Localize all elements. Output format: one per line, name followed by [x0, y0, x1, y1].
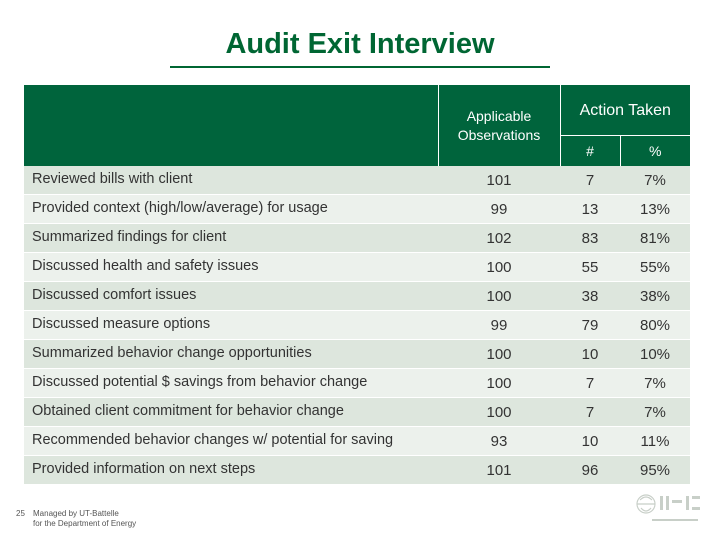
header-count: # [560, 136, 620, 167]
row-percent: 80% [620, 311, 690, 340]
table-row [24, 340, 690, 369]
table-row [24, 224, 690, 253]
footer-line-2: for the Department of Energy [33, 519, 137, 528]
row-percent: 7% [620, 369, 690, 398]
table-row [24, 311, 690, 340]
row-label: Obtained client commitment for behavior change [24, 398, 438, 427]
row-count: 10 [560, 427, 620, 456]
row-count: 7 [560, 398, 620, 427]
header-applicable-observations: Applicable Observations [438, 85, 560, 166]
row-label: Reviewed bills with client [24, 166, 438, 195]
row-count: 7 [560, 166, 620, 195]
title-underline [170, 66, 550, 68]
table-row [24, 253, 690, 282]
header-blank-cell [24, 85, 438, 166]
row-applicable: 101 [438, 166, 560, 195]
row-percent: 7% [620, 166, 690, 195]
table-row [24, 195, 690, 224]
row-applicable: 99 [438, 311, 560, 340]
row-applicable: 100 [438, 340, 560, 369]
row-label: Recommended behavior changes w/ potential for saving [24, 427, 438, 456]
table-row [24, 369, 690, 398]
page-title: Audit Exit Interview [225, 28, 495, 60]
row-label: Discussed potential $ savings from behavior change [24, 369, 438, 398]
row-count: 38 [560, 282, 620, 311]
row-percent: 55% [620, 253, 690, 282]
row-count: 55 [560, 253, 620, 282]
row-label: Discussed measure options [24, 311, 438, 340]
row-applicable: 93 [438, 427, 560, 456]
header-percent: % [620, 136, 690, 167]
table-row [24, 166, 690, 195]
row-applicable: 100 [438, 253, 560, 282]
row-count: 79 [560, 311, 620, 340]
audit-table [24, 85, 690, 485]
row-label: Provided context (high/low/average) for usage [24, 195, 438, 224]
header-action-taken: Action Taken [560, 85, 690, 136]
row-applicable: 100 [438, 282, 560, 311]
page-number: 25 [16, 509, 25, 518]
row-label: Summarized behavior change opportunities [24, 340, 438, 369]
row-percent: 11% [620, 427, 690, 456]
oak-ridge-logo-icon [632, 488, 704, 528]
row-label: Discussed comfort issues [24, 282, 438, 311]
row-percent: 10% [620, 340, 690, 369]
row-applicable: 102 [438, 224, 560, 253]
row-percent: 38% [620, 282, 690, 311]
row-percent: 95% [620, 456, 690, 485]
row-count: 7 [560, 369, 620, 398]
row-count: 10 [560, 340, 620, 369]
table-row [24, 398, 690, 427]
row-applicable: 100 [438, 369, 560, 398]
row-label: Summarized findings for client [24, 224, 438, 253]
footer-credit [33, 509, 136, 529]
row-count: 83 [560, 224, 620, 253]
row-percent: 81% [620, 224, 690, 253]
row-applicable: 101 [438, 456, 560, 485]
footer-line-1: Managed by UT-Battelle [33, 509, 119, 518]
row-label: Discussed health and safety issues [24, 253, 438, 282]
row-percent: 13% [620, 195, 690, 224]
row-applicable: 99 [438, 195, 560, 224]
row-count: 13 [560, 195, 620, 224]
row-label: Provided information on next steps [24, 456, 438, 485]
row-count: 96 [560, 456, 620, 485]
row-percent: 7% [620, 398, 690, 427]
table-row [24, 456, 690, 485]
row-applicable: 100 [438, 398, 560, 427]
table-row [24, 427, 690, 456]
table-row [24, 282, 690, 311]
